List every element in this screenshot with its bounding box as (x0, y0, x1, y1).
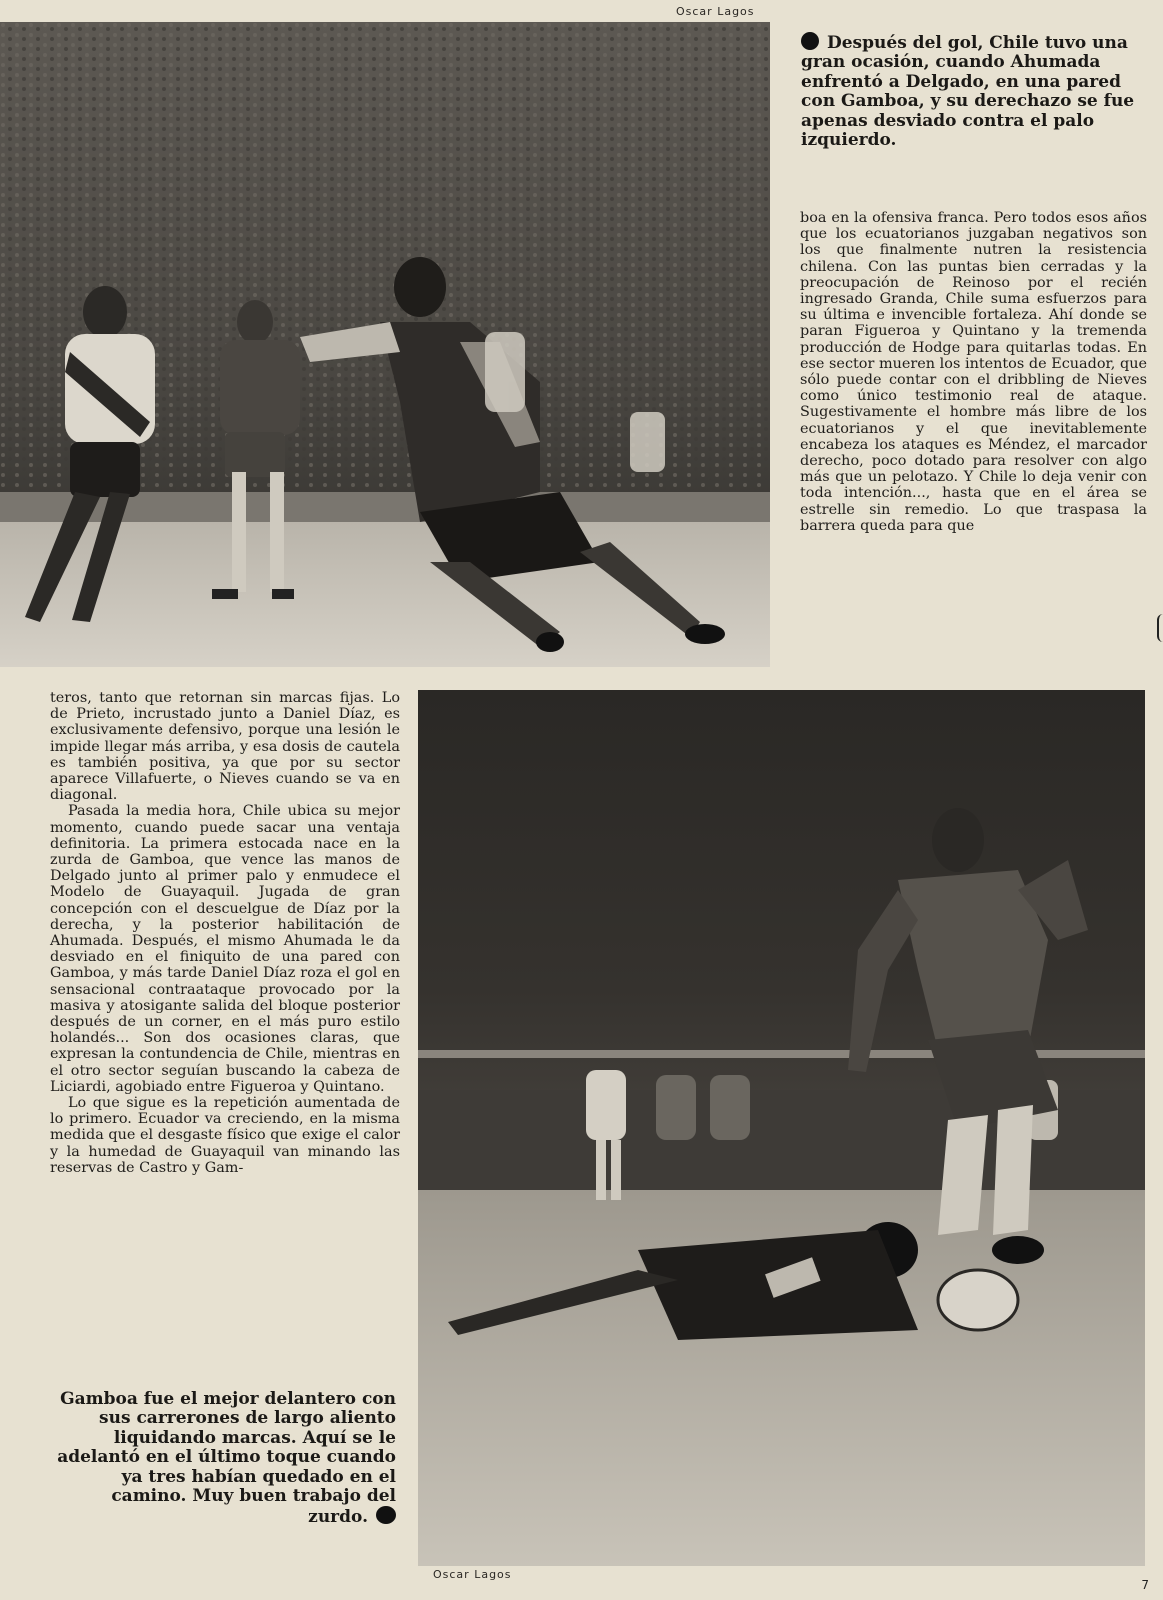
caption-bottom-text: Gamboa fue el mejor delantero con sus carrerones de largo aliento liquidando marcas. Aquí se le adelantó en el último toque cuando ya tres habían quedado en el camino. Muy buen trabajo del zurdo. (57, 1389, 396, 1528)
photo-bottom (418, 690, 1145, 1566)
article-column-left (50, 690, 400, 1176)
paragraph: teros, tanto que retornan sin marcas fijas. Lo de Prieto, incrustado junto a Daniel Díaz, es exclusivamente defensivo, porque una lesión le impide llegar más arriba, y esa dosis de cautela es también positiva, ya que por su sector aparece Villafuerte, o Nieves cuando se va en diagonal. (50, 690, 400, 804)
paragraph: Pasada la media hora, Chile ubica su mejor momento, cuando puede sacar una ventaja definitoria. La primera estocada nace en la zurda de Gamboa, que vence las manos de Delgado junto al primer palo y enmudece el Modelo de Guayaquil. Jugada de gran concepción con el descuelgue de Díaz por la derecha, y la posterior habilitación de Ahumada. Después, el mismo Ahumada le da desviado en el finiquito de una pared con Gamboa, y más tarde Daniel Díaz roza el gol en sensacional contraataque provocado por la masiva y atosigante salida del bloque posterior después de un corner, en el más puro estilo holandés... Son dos ocasiones claras, que expresan la contundencia de Chile, mientras en el otro sector seguían buscando la cabeza de Liciardi, agobiado entre Figueroa y Quintano. (50, 803, 400, 1095)
caption-top (801, 32, 1141, 150)
photo-credit-bottom: Oscar Lagos (433, 1568, 512, 1581)
photo-credit-top: Oscar Lagos (676, 5, 755, 18)
photo-bottom-image (418, 690, 1145, 1566)
page-number: 7 (1141, 1578, 1149, 1592)
paragraph: boa en la ofensiva franca. Pero todos esos años que los ecuatorianos juzgaban negativos son los que finalmente nutren la resistencia chilena. Con las puntas bien cerradas y la preocupación de Reinoso por el recién ingresado Granda, Chile suma esfuerzos para su última e invencible fortaleza. Ahí donde se paran Figueroa y Quintano y la tremenda producción de Hodge para quitarlas todas. En ese sector mueren los intentos de Ecuador, que sólo puede contar con el dribbling de Nieves como único testimonio real de ataque. Sugestivamente el hombre más libre de los ecuatorianos y el que inevitablemente encabeza los ataques es Méndez, el marcador derecho, poco dotado para resolver con algo más que un pelotazo. Y Chile lo deja venir con toda intención..., hasta que en el área se estrelle sin remedio. Lo que traspasa la barrera queda para que (800, 210, 1147, 534)
paragraph: Lo que sigue es la repetición aumentada de lo primero. Ecuador va creciendo, en la misma medida que el desgaste físico que exige el calor y la humedad de Guayaquil van minando las reservas de Castro y Gam- (50, 1095, 400, 1176)
bullet-icon (801, 32, 819, 50)
photo-top (0, 22, 770, 667)
article-column-right (800, 210, 1147, 534)
photo-top-image (0, 22, 770, 667)
page-edge-mark (1157, 614, 1163, 642)
caption-top-text: Después del gol, Chile tuvo una gran ocasión, cuando Ahumada enfrentó a Delgado, en una pared con Gamboa, y su derechazo se fue apenas desviado contra el palo izquierdo. (801, 33, 1135, 150)
caption-bottom (56, 1390, 396, 1528)
bullet-icon (376, 1506, 396, 1524)
